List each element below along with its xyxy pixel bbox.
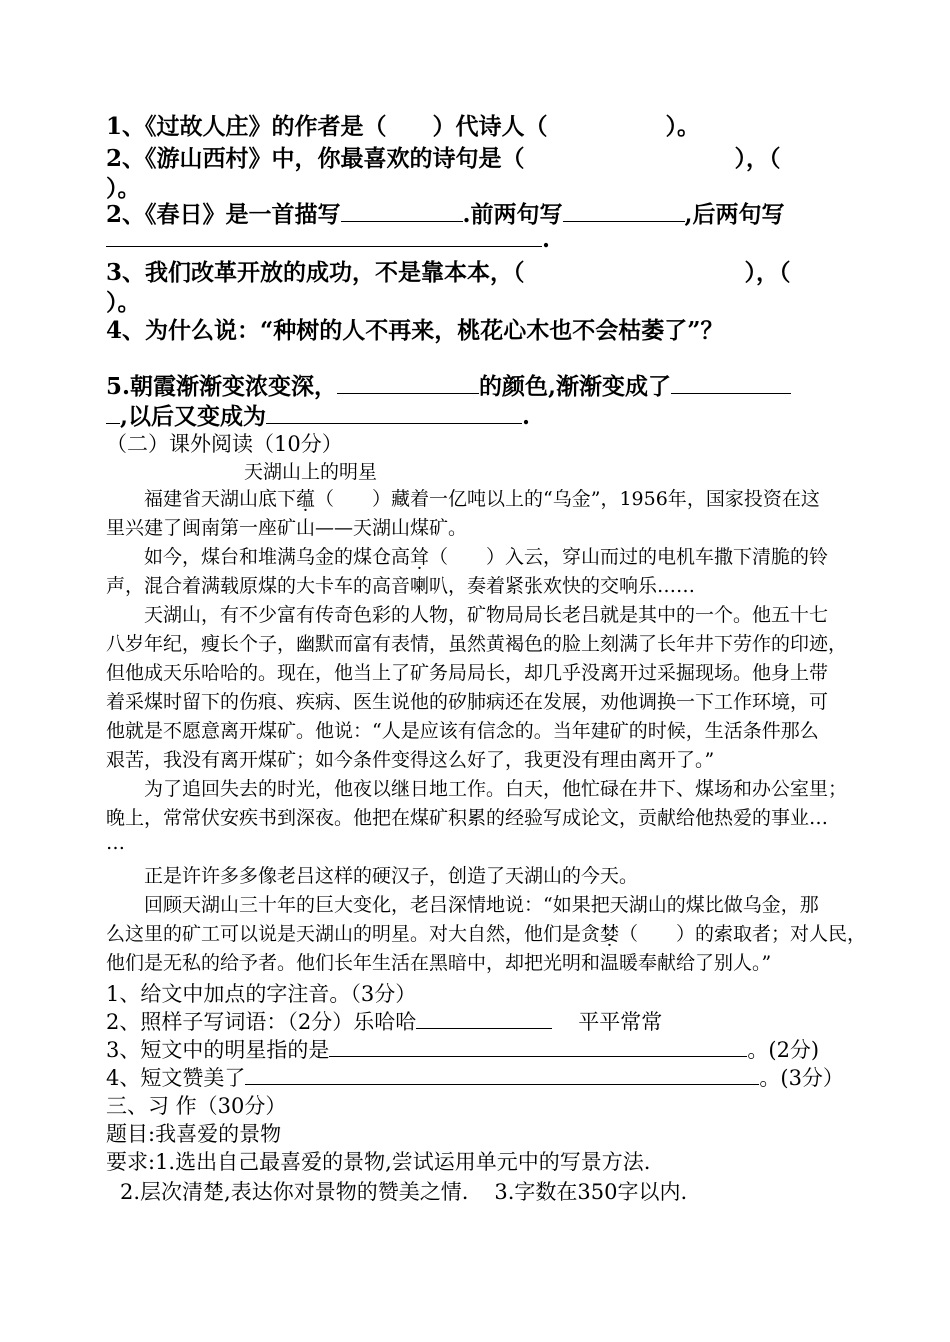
reading-heading: （二）课外阅读（10分） xyxy=(106,432,343,456)
reading-text: … xyxy=(106,832,125,854)
dotted-char: 婪 xyxy=(600,923,620,945)
question-5: 4、为什么说：“种树的人不再来，桃花心木也不会枯萎了”？ xyxy=(106,317,724,344)
blank-line[interactable] xyxy=(341,220,463,222)
blank-line[interactable] xyxy=(106,422,120,424)
question-2-line2: ）。 xyxy=(106,175,141,202)
blank-line[interactable] xyxy=(266,422,522,424)
reading-text: 艰苦，我没有离开煤矿；如今条件变得这么好了，我更没有理由离开了。” xyxy=(106,749,715,771)
blank-line[interactable] xyxy=(671,392,791,394)
question-3-line2: . xyxy=(106,226,550,253)
writing-requirement-2: 2.层次清楚,表达你对景物的赞美之情. 3.字数在350字以内. xyxy=(120,1180,688,1204)
blank-line[interactable] xyxy=(416,1027,552,1029)
reading-text: 回顾天湖山三十年的巨大变化，老吕深情地说：“如果把天湖山的煤比做乌金，那 xyxy=(144,894,819,916)
reading-text: 晚上，常常伏安疾书到深夜。他把在煤矿积累的经验写成论文，贡献给他热爱的事业… xyxy=(106,807,829,829)
reading-text: 天湖山，有不少富有传奇色彩的人物，矿物局局长老吕就是其中的一个。他五十七 xyxy=(144,604,829,626)
question-1: 1、《过故人庄》的作者是（ ）代诗人（ ）。 xyxy=(106,113,701,140)
reading-text: 声，混合着满载原煤的大卡车的高音喇叭，奏着紧张欢快的交响乐…… xyxy=(106,575,696,597)
reading-text: 为了追回失去的时光，他夜以继日地工作。白天，他忙碌在井下、煤场和办公室里； xyxy=(144,778,848,800)
question-6-line1: 5.朝霞渐渐变浓变深， 的颜色,渐渐变成了 xyxy=(106,368,791,401)
blank-line[interactable] xyxy=(329,1055,747,1057)
reading-text: 八岁年纪，瘦长个子，幽默而富有表情，虽然黄褐色的脸上刻满了长年井下劳作的印迹， xyxy=(106,633,848,655)
reading-text: 如今，煤台和堆满乌金的煤仓高耸（ ）入云，穿山而过的电机车撒下清脆的铃 xyxy=(144,546,829,568)
reading-text: 他就是不愿意离开煤矿。他说：“人是应该有信念的。当年建矿的时候，生活条件那么 xyxy=(106,720,819,742)
reading-text: 着采煤时留下的伤痕、疾病、医生说他的矽肺病还在发展，劝他调换一下工作环境，可 xyxy=(106,691,829,713)
reading-text: 么这里的矿工可以说是天湖山的明星。对大自然，他们是贪婪（ ）的索取者；对人民， xyxy=(106,923,867,945)
blank-line[interactable] xyxy=(245,1083,759,1085)
reading-text: 正是许许多多像老吕这样的硬汉子，创造了天湖山的今天。 xyxy=(144,865,639,887)
question-2-line1: 2、《游山西村》中，你最喜欢的诗句是（ ），（ xyxy=(106,145,781,172)
writing-heading: 三、习 作（30分） xyxy=(106,1094,287,1118)
reading-question-3: 3、短文中的明星指的是 。(2分) xyxy=(106,1038,820,1062)
blank-line[interactable] xyxy=(106,245,542,247)
question-4-line2: ）。 xyxy=(106,289,141,316)
question-3-line1: 2、《春日》是一首描写 .前两句写 ,后两句写 xyxy=(106,201,785,228)
reading-question-1: 1、给文中加点的字注音。（3分） xyxy=(106,982,417,1006)
dotted-char: 蕴 xyxy=(296,488,316,510)
blank-line[interactable] xyxy=(337,392,479,394)
writing-requirement-1: 要求:1.选出自己最喜爱的景物,尝试运用单元中的写景方法. xyxy=(106,1150,651,1174)
blank-line[interactable] xyxy=(563,220,685,222)
reading-text: 他们是无私的给予者。他们长年生活在黑暗中，却把光明和温暖奉献给了别人。” xyxy=(106,952,772,974)
reading-text: 福建省天湖山底下蕴（ ）藏着一亿吨以上的“乌金”，1956年，国家投资在这 xyxy=(144,488,820,510)
reading-question-4: 4、短文赞美了 。(3分） xyxy=(106,1066,844,1090)
question-4-line1: 3、我们改革开放的成功，不是靠本本，（ ），（ xyxy=(106,259,791,286)
reading-question-2: 2、照样子写词语：（2分）乐哈哈 平平常常 xyxy=(106,1010,663,1034)
reading-text: 但他成天乐哈哈的。现在，他当上了矿务局局长，却几乎没离开过采掘现场。他身上带 xyxy=(106,662,829,684)
reading-text: 里兴建了闽南第一座矿山——天湖山煤矿。 xyxy=(106,517,468,539)
dotted-char: 耸 xyxy=(410,546,430,568)
writing-topic: 题目:我喜爱的景物 xyxy=(106,1122,282,1146)
reading-title: 天湖山上的明星 xyxy=(244,461,378,483)
question-6-line2: ,以后又变成为 . xyxy=(106,398,530,431)
